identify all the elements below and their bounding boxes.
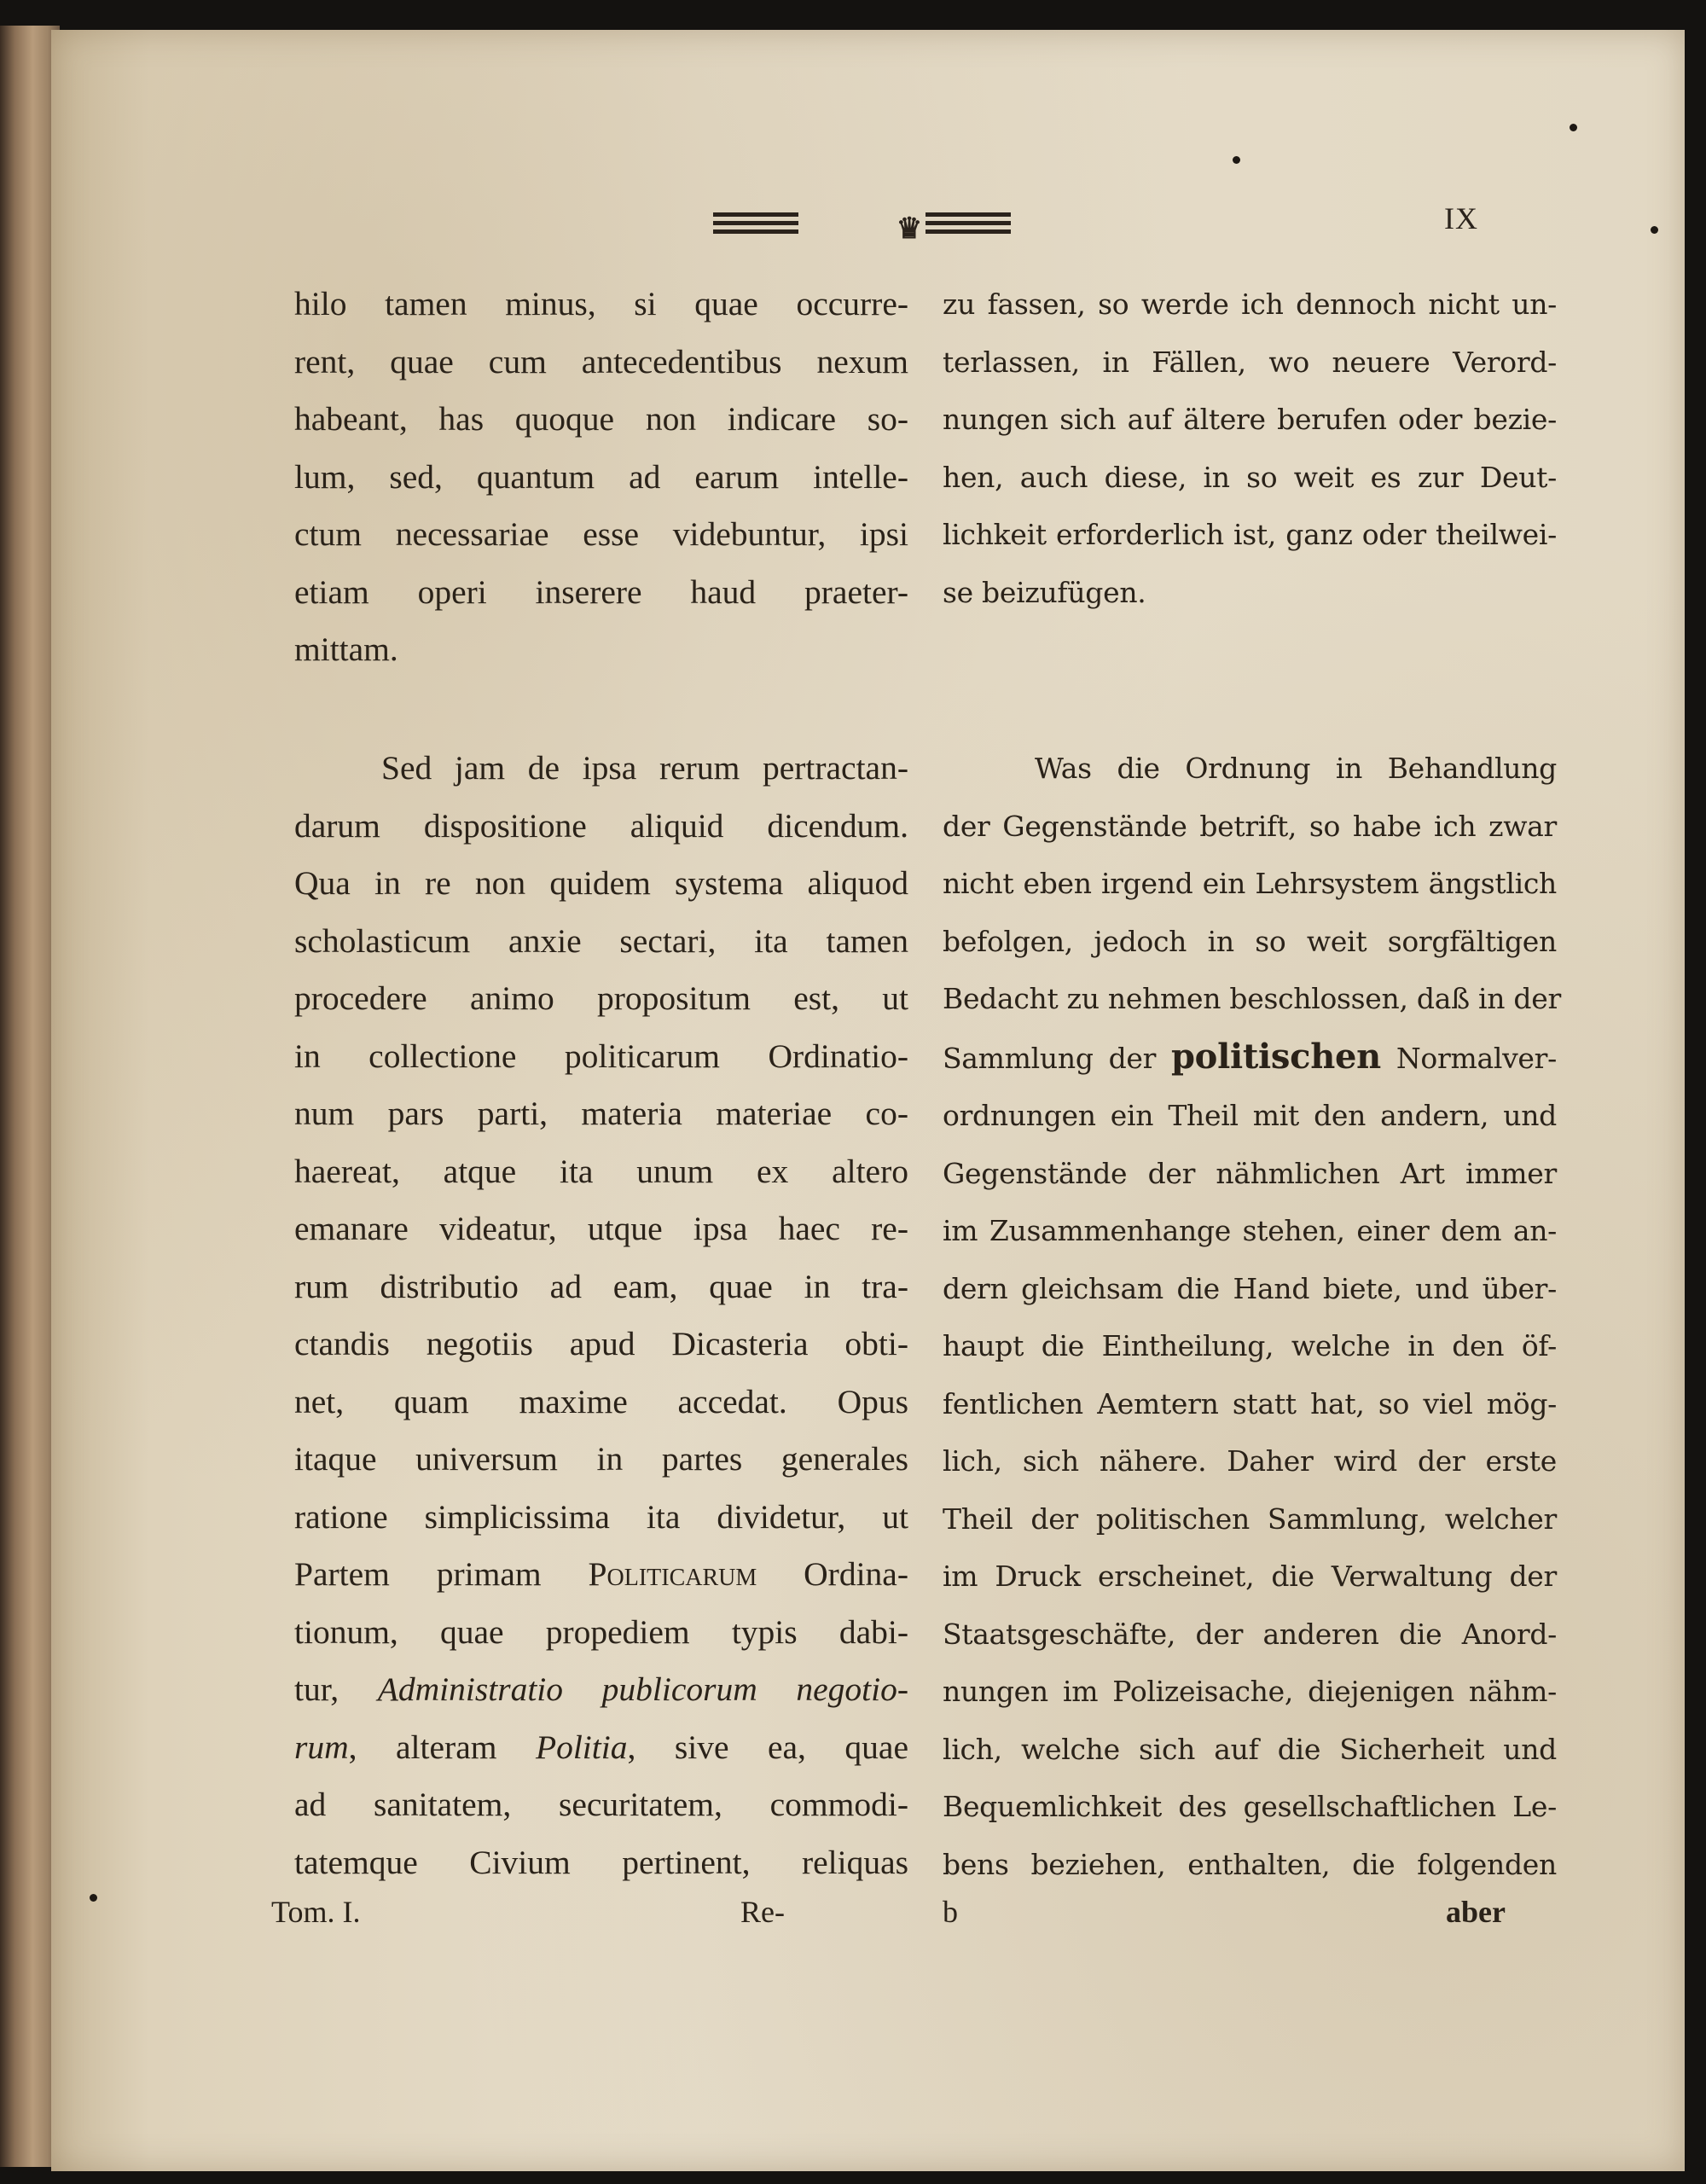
text-line: ctandis negotiis apud Dicasteria obti-	[294, 1325, 908, 1362]
text-line: Gegenstände der nähmlichen Art immer	[943, 1156, 1557, 1190]
text-line: Sed jam de ipsa rerum pertractan-	[381, 749, 908, 787]
text-line: net, quam maxime accedat. Opus	[294, 1382, 908, 1420]
text-line: lich, welche sich auf die Sicherheit und	[943, 1732, 1557, 1766]
header-ornament	[51, 212, 1685, 247]
text-line: procedere animo propositum est, ut	[294, 979, 908, 1017]
text-line: ctum necessariae esse videbuntur, ipsi	[294, 515, 908, 553]
ink-speck	[1651, 226, 1658, 234]
text-line: im Druck erscheinet, die Verwaltung der	[943, 1560, 1557, 1593]
text-line: hen, auch diese, in so weit es zur Deut-	[943, 460, 1557, 494]
text-line: darum dispositione aliquid dicendum.	[294, 806, 908, 845]
text-line: nicht eben irgend ein Lehrsystem ängstlich	[943, 867, 1557, 900]
ink-speck	[1570, 124, 1577, 131]
text-line: Bequemlichkeit des gesellschaftlichen Le-	[943, 1790, 1557, 1823]
book-page	[51, 30, 1685, 2171]
footer-catchword: Re-	[740, 1895, 785, 1929]
footer-signature: Tom. I.	[271, 1895, 361, 1929]
text-line: in collectione politicarum Ordinatio-	[294, 1037, 908, 1075]
ornament-rule-left	[713, 212, 798, 238]
text-line: haupt die Eintheilung, welche in den öf-	[943, 1329, 1557, 1362]
text-line: scholasticum anxie sectari, ita tamen	[294, 921, 908, 960]
text-line: habeant, has quoque non indicare so-	[294, 400, 908, 438]
text-line: bens beziehen, enthalten, die folgenden	[943, 1847, 1557, 1881]
text-line: befolgen, jedoch in so weit sorgfältigen	[943, 924, 1557, 958]
text-line: lum, sed, quantum ad earum intelle-	[294, 457, 908, 496]
text-line: itaque universum in partes generales	[294, 1440, 908, 1478]
text-line: Staatsgeschäfte, der anderen die Anord-	[943, 1617, 1557, 1651]
text-line: Bedacht zu nehmen beschlossen, daß in der	[943, 982, 1561, 1015]
text-line: rent, quae cum antecedentibus nexum	[294, 342, 908, 380]
page-number: IX	[1444, 201, 1478, 235]
footer-catchword-right: aber	[1446, 1895, 1506, 1929]
text-line: se beizufügen.	[943, 575, 1146, 609]
text-line: fentlichen Aemtern statt hat, so viel mög-	[943, 1386, 1557, 1420]
text-line: Qua in re non quidem systema aliquod	[294, 864, 908, 902]
right-paragraph-2	[943, 740, 1561, 1893]
text-line: terlassen, in Fällen, wo neuere Verord-	[943, 345, 1557, 379]
text-line: ad sanitatem, securitatem, commodi-	[294, 1786, 908, 1823]
text-line: ordnungen ein Theil mit den andern, und	[943, 1099, 1557, 1132]
right-paragraph-1	[943, 276, 1557, 621]
text-line: Partem primam Politicarum Ordina-	[294, 1555, 908, 1593]
text-line: nungen im Polizeisache, diejenigen nähm-	[943, 1675, 1557, 1708]
small-caps-word: Politicarum	[588, 1555, 757, 1593]
text-line: etiam operi inserere haud praeter-	[294, 572, 908, 611]
crown-icon: ♛	[896, 212, 923, 246]
text-line: lichkeit erforderlich ist, ganz oder theilwei-	[943, 518, 1557, 551]
text-line: tatemque Civium pertinent, reliquas	[294, 1843, 908, 1881]
left-paragraph-1	[294, 276, 908, 679]
footer-signature-right: b	[943, 1895, 958, 1929]
text-line: rum distributio ad eam, quae in tra-	[294, 1267, 908, 1305]
text-line: der Gegenstände betrift, so habe ich zwar	[943, 809, 1557, 843]
emphasized-word: politischen	[1171, 1036, 1381, 1077]
text-line: Was die Ordnung in Behandlung	[1035, 752, 1557, 785]
text-line: dern gleichsam die Hand biete, und über-	[943, 1271, 1557, 1305]
text-line: hilo tamen minus, si quae occurre-	[294, 285, 908, 322]
text-line: rum, alteram Politia, sive ea, quae	[294, 1728, 908, 1766]
text-line: emanare videatur, utque ipsa haec re-	[294, 1210, 908, 1247]
text-line: im Zusammenhange stehen, einer dem an-	[943, 1214, 1557, 1247]
text-line: nungen sich auf ältere berufen oder bezie-	[943, 403, 1557, 436]
ornament-rule-right	[926, 212, 1011, 238]
text-line: Theil der politischen Sammlung, welcher	[943, 1502, 1557, 1536]
text-line: Sammlung der politischen Normalver-	[943, 1036, 1557, 1077]
text-line: lich, sich nähere. Daher wird der erste	[943, 1444, 1557, 1478]
ink-speck	[1233, 156, 1240, 164]
text-line: tionum, quae propediem typis dabi-	[294, 1612, 908, 1651]
text-line: mittam.	[294, 630, 398, 668]
text-line: zu fassen, so werde ich dennoch nicht un-	[943, 288, 1557, 321]
text-line: ratione simplicissima ita dividetur, ut	[294, 1497, 908, 1536]
text-line: tur, Administratio publicorum negotio-	[294, 1670, 908, 1708]
text-line: num pars parti, materia materiae co-	[294, 1095, 908, 1132]
left-paragraph-2	[294, 740, 908, 1891]
text-line: haereat, atque ita unum ex altero	[294, 1152, 908, 1190]
ink-speck	[90, 1894, 97, 1902]
